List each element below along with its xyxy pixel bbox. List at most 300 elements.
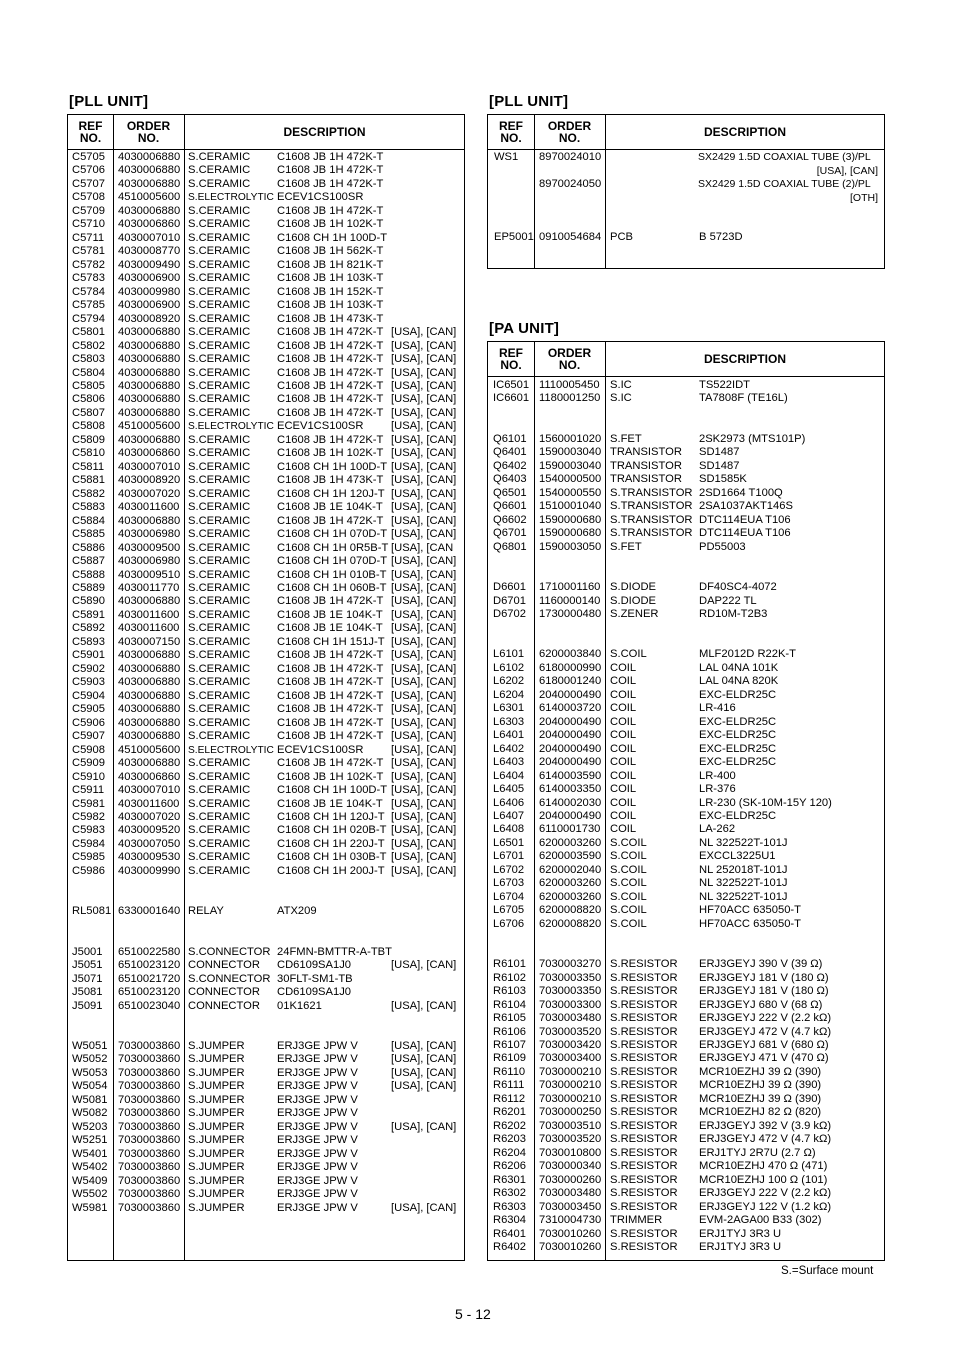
cell-type: S.CERAMIC	[188, 379, 251, 392]
cell-order: 1510001040	[539, 500, 602, 513]
cell-type: COIL	[610, 675, 637, 688]
header-description: DESCRIPTION	[703, 125, 786, 139]
cell-order: 7030003510	[539, 1119, 602, 1132]
cell-ref: C5811	[72, 460, 105, 473]
table-row	[488, 460, 884, 473]
cell-description: ECEV1CS100SR	[277, 191, 364, 204]
table-row	[68, 245, 464, 258]
cell-order: 4030006880	[118, 339, 181, 352]
table-row	[68, 232, 464, 245]
cell-order: 7030010260	[539, 1241, 602, 1253]
table-row	[488, 648, 884, 661]
cell-description: DAP222 TL	[699, 594, 757, 607]
cell-order: 4030007050	[118, 837, 181, 850]
cell-ref: C5906	[72, 716, 105, 729]
cell-type: COIL	[610, 810, 637, 822]
cell-region: [USA], [CAN]	[391, 339, 457, 352]
cell-order: 7030003860	[118, 1120, 181, 1133]
table-row	[68, 1094, 464, 1107]
cell-description: C1608 CH 1H 020B-T	[277, 824, 387, 837]
cell-region: [USA], [CAN]	[391, 568, 457, 581]
table-row	[68, 1188, 464, 1201]
cell-region: [USA], [CAN]	[391, 353, 457, 366]
table-row	[68, 164, 464, 177]
cell-ref: R6302	[493, 1187, 526, 1200]
cell-type: S.CONNECTOR	[188, 972, 271, 985]
cell-ref: C5710	[72, 218, 105, 231]
cell-order: 4030006880	[118, 204, 181, 217]
cell-type: S.JUMPER	[188, 1201, 245, 1214]
table-row	[488, 1066, 884, 1079]
cell-order: 4030006880	[118, 366, 181, 379]
table-row	[68, 461, 464, 474]
table-row	[488, 999, 884, 1012]
cell-order: 1180001250	[539, 392, 601, 405]
cell-description: LR-230 (SK-10M-15Y 120)	[699, 796, 832, 809]
table-row	[68, 703, 464, 716]
ws1-description-1: SX2429 1.5D COAXIAL TUBE (3)/PL [USA], [CAN]	[698, 151, 878, 177]
table-row	[68, 1175, 464, 1188]
cell-order: 6140002030	[539, 796, 602, 809]
cell-type: S.ELECTROLYTIC	[188, 421, 274, 433]
cell-ref: D6702	[493, 607, 526, 620]
cell-type: S.CERAMIC	[188, 312, 251, 325]
table-row	[488, 958, 884, 971]
cell-description: 2SD1664 T100Q	[699, 486, 783, 499]
table-row	[68, 609, 464, 622]
cell-type: COIL	[610, 756, 637, 769]
cell-ref: C5903	[72, 676, 105, 689]
cell-region: [USA], [CAN]	[391, 797, 457, 810]
cell-description: C1608 JB 1H 562K-T	[277, 245, 384, 258]
cell-type: S.CERAMIC	[188, 231, 251, 244]
cell-type: S.COIL	[610, 863, 647, 876]
pa-table-header	[488, 342, 884, 377]
cell-ref: R6111	[493, 1079, 525, 1092]
cell-region: [USA], [CAN]	[391, 635, 457, 648]
cell-order: 4030006880	[118, 177, 181, 190]
cell-description: EXC-ELDR25C	[699, 742, 777, 755]
cell-order: 6200008820	[539, 904, 602, 917]
table-row	[68, 622, 464, 635]
cell-ref: L6407	[493, 810, 525, 822]
cell-description: C1608 JB 1H 472K-T	[277, 676, 384, 689]
cell-order: 4030006880	[118, 757, 181, 770]
cell-ref: Q6801	[493, 540, 527, 553]
cell-description: C1608 CH 1H 120J-T	[277, 487, 385, 500]
cell-ref: C5901	[72, 649, 105, 662]
cell-ref: Q6403	[493, 473, 527, 486]
table-row	[488, 1187, 884, 1200]
cell-type: S.CERAMIC	[188, 555, 251, 568]
cell-description: ERJ3GEYJ 181 V (180 Ω)	[699, 971, 829, 984]
cell-type: S.RESISTOR	[610, 958, 678, 971]
cell-ref: C5794	[72, 312, 105, 325]
table-row	[488, 891, 884, 904]
cell-description: HF70ACC 635050-T	[699, 904, 801, 917]
table-row	[68, 407, 464, 420]
cell-description: C1608 JB 1H 472K-T	[277, 204, 384, 217]
table-row	[488, 595, 884, 608]
cell-ref: C5904	[72, 689, 105, 702]
cell-order: 7030003400	[539, 1052, 602, 1065]
header-order: ORDER NO.	[547, 119, 592, 145]
cell-description: ERJ3GE JPW V	[277, 1039, 358, 1052]
cell-ref: R6101	[493, 958, 526, 971]
cell-ref: C5887	[72, 555, 105, 568]
cell-description: ERJ3GE JPW V	[277, 1066, 358, 1079]
cell-region: [USA], [CAN]	[391, 608, 457, 621]
cell-description: C1608 JB 1H 472K-T	[277, 151, 384, 163]
cell-ref: C5981	[72, 797, 105, 810]
cell-type: S.CERAMIC	[188, 730, 251, 743]
table-row	[68, 286, 464, 299]
cell-region: [USA], [CAN]	[391, 716, 457, 729]
cell-order: 4030006880	[118, 406, 181, 419]
table-row	[68, 555, 464, 568]
cell-order: 6510022580	[118, 945, 181, 958]
cell-type: S.CERAMIC	[188, 716, 251, 729]
pa-parts-table	[487, 341, 885, 1261]
cell-type: S.RESISTOR	[610, 1241, 678, 1253]
cell-description: C1608 JB 1H 472K-T	[277, 595, 384, 608]
table-row	[68, 973, 464, 986]
cell-description: C1608 CH 1H 070D-T	[277, 555, 388, 568]
cell-type: S.JUMPER	[188, 1053, 245, 1066]
cell-region: [USA], [CAN]	[391, 784, 457, 797]
table-row	[68, 1080, 464, 1093]
cell-type: CONNECTOR	[188, 986, 260, 999]
cell-description: C1608 JB 1H 472K-T	[277, 662, 384, 675]
table-row	[68, 811, 464, 824]
cell-order: 4030008920	[118, 474, 181, 487]
table-row	[68, 824, 464, 837]
cell-description: C1608 JB 1H 103K-T	[277, 299, 384, 312]
table-row	[68, 178, 464, 191]
cell-ref: IC6601	[493, 392, 530, 405]
table-row	[68, 1148, 464, 1161]
cell-description: EXC-ELDR25C	[699, 810, 777, 822]
cell-order: 1710001160	[539, 581, 601, 594]
table-row	[68, 1013, 464, 1026]
cell-order: 7030003860	[118, 1161, 181, 1174]
table-row	[68, 1121, 464, 1134]
table-row	[488, 662, 884, 675]
cell-description: ERJ3GEYJ 472 V (4.7 kΩ)	[699, 1025, 832, 1038]
cell-order: 4030006980	[118, 555, 181, 568]
table-row	[488, 554, 884, 567]
cell-type: S.CERAMIC	[188, 339, 251, 352]
cell-ref: R6106	[493, 1025, 526, 1038]
table-row	[488, 837, 884, 850]
cell-order: 7030003350	[539, 985, 602, 998]
cell-order: 7030003860	[118, 1093, 181, 1106]
cell-region: [USA], [CAN]	[391, 959, 457, 972]
cell-ref: C5802	[72, 339, 105, 352]
table-row	[68, 932, 464, 945]
table-row	[68, 851, 464, 864]
table-row	[488, 1160, 884, 1173]
cell-type: S.JUMPER	[188, 1134, 245, 1147]
cell-ref: W5054	[72, 1080, 108, 1093]
cell-type: S.CERAMIC	[188, 770, 251, 783]
table-row	[488, 1228, 884, 1241]
table-row	[68, 663, 464, 676]
cell-type: COIL	[610, 769, 637, 782]
cell-type: S.RESISTOR	[610, 1025, 678, 1038]
cell-ref: C5881	[72, 474, 105, 487]
cell-order: 6180000990	[539, 661, 602, 674]
cell-description: C1608 JB 1H 472K-T	[277, 366, 384, 379]
cell-order: 1160000140	[539, 594, 601, 607]
cell-ref: R6203	[493, 1133, 526, 1146]
cell-description: SD1487	[699, 446, 740, 459]
cell-description: NL 322522T-101J	[699, 877, 788, 890]
table-row	[488, 945, 884, 958]
cell-order: 4030009520	[118, 824, 181, 837]
cell-type: S.ELECTROLYTIC	[188, 192, 274, 204]
cell-region: [USA], [CAN]	[391, 1201, 457, 1214]
table-row	[488, 1093, 884, 1106]
cell-ref: R6402	[493, 1241, 526, 1253]
header-description: DESCRIPTION	[283, 125, 366, 139]
cell-ref: C5907	[72, 730, 105, 743]
cell-ref: L6702	[493, 863, 525, 876]
cell-description: C1608 JB 1H 152K-T	[277, 285, 384, 298]
cell-description: ERJ3GEYJ 222 V (2.2 kΩ)	[699, 1012, 832, 1025]
cell-type: S.CERAMIC	[188, 864, 251, 877]
table-row	[68, 784, 464, 797]
cell-ref: Q6601	[493, 500, 527, 513]
cell-type: S.CERAMIC	[188, 676, 251, 689]
cell-description: ERJ3GE JPW V	[277, 1107, 358, 1120]
table-row	[68, 501, 464, 514]
cell-order: 4030007020	[118, 487, 181, 500]
left-section-title: [PLL UNIT]	[69, 93, 149, 110]
table-row	[68, 367, 464, 380]
cell-description: ERJ3GE JPW V	[277, 1134, 358, 1147]
cell-description: RD10M-T2B3	[699, 607, 768, 620]
cell-type: S.RESISTOR	[610, 985, 678, 998]
cell-ref: R6201	[493, 1106, 526, 1119]
cell-description: 24FMN-BMTTR-A-TBT	[277, 945, 392, 958]
cell-description: MCR10EZHJ 100 Ω (101)	[699, 1173, 828, 1186]
table-row	[488, 473, 884, 486]
cell-ref: C5803	[72, 353, 105, 366]
cell-order: 4030006880	[118, 326, 181, 339]
table-row	[68, 878, 464, 891]
cell-region: [USA], [CAN]	[391, 810, 457, 823]
cell-order: 4030006900	[118, 272, 181, 285]
cell-order: 1590000680	[539, 527, 602, 540]
page-number: 5 - 12	[455, 1306, 491, 1322]
cell-ref: L6701	[493, 850, 525, 863]
cell-order: 6140003350	[539, 783, 602, 796]
cell-type: S.CERAMIC	[188, 824, 251, 837]
cell-order: 6510023120	[118, 959, 181, 972]
cell-order: 7030003270	[539, 958, 602, 971]
cell-region: [USA], [CAN]	[391, 1053, 457, 1066]
cell-description: C1608 JB 1H 472K-T	[277, 379, 384, 392]
cell-region: [USA], [CAN]	[391, 864, 457, 877]
cell-ref: C5911	[72, 784, 105, 797]
cell-type: COIL	[610, 729, 637, 742]
cell-ref: J5001	[72, 945, 103, 958]
cell-order: 1590003040	[539, 459, 602, 472]
table-row	[488, 541, 884, 554]
ep-ref: EP5001	[494, 231, 534, 243]
cell-ref: C5888	[72, 568, 105, 581]
cell-ref: L6204	[493, 688, 525, 701]
cell-type: S.JUMPER	[188, 1066, 245, 1079]
table-row	[68, 1053, 464, 1066]
cell-type: COIL	[610, 783, 637, 796]
cell-ref: Q6402	[493, 459, 527, 472]
table-row	[488, 797, 884, 810]
cell-type: S.TRANSISTOR	[610, 500, 693, 513]
cell-description: LAL 04NA 820K	[699, 675, 779, 688]
cell-region: [USA], [CAN]	[391, 770, 457, 783]
cell-description: MCR10EZHJ 39 Ω (390)	[699, 1079, 822, 1092]
cell-ref: C5804	[72, 366, 105, 379]
cell-type: S.CERAMIC	[188, 299, 251, 312]
table-row	[488, 810, 884, 823]
cell-ref: C5782	[72, 258, 105, 271]
cell-description: ERJ3GEYJ 181 V (180 Ω)	[699, 985, 829, 998]
cell-type: S.JUMPER	[188, 1107, 245, 1120]
cell-description: C1608 CH 1H 100D-T	[277, 460, 388, 473]
table-row	[68, 892, 464, 905]
cell-ref: C5783	[72, 272, 105, 285]
cell-type: S.RESISTOR	[610, 1133, 678, 1146]
table-row	[68, 205, 464, 218]
cell-order: 4030006880	[118, 379, 181, 392]
cell-description: MCR10EZHJ 82 Ω (820)	[699, 1106, 822, 1119]
cell-order: 6200003260	[539, 836, 602, 849]
cell-description: C1608 JB 1H 472K-T	[277, 353, 384, 366]
cell-order: 2040000490	[539, 756, 602, 769]
cell-type: S.CERAMIC	[188, 353, 251, 366]
cell-type: S.RESISTOR	[610, 971, 678, 984]
cell-order: 4030009990	[118, 864, 181, 877]
cell-description: C1608 JB 1H 472K-T	[277, 514, 384, 527]
cell-region: [USA], [CAN]	[391, 1120, 457, 1133]
table-row	[488, 527, 884, 540]
cell-description: C1608 JB 1H 472K-T	[277, 177, 384, 190]
column-divider	[534, 115, 535, 268]
cell-description: LR-400	[699, 769, 736, 782]
cell-order: 2040000490	[539, 729, 602, 742]
cell-order: 4030006880	[118, 151, 181, 163]
cell-ref: L6408	[493, 823, 525, 836]
table-row	[68, 730, 464, 743]
table-row	[68, 676, 464, 689]
cell-description: ERJ3GE JPW V	[277, 1174, 358, 1187]
cell-ref: R6102	[493, 971, 526, 984]
table-row	[488, 568, 884, 581]
right-pll-section-title: [PLL UNIT]	[489, 93, 569, 110]
table-row	[68, 986, 464, 999]
cell-ref: D6701	[493, 594, 526, 607]
cell-ref: D6601	[493, 581, 526, 594]
cell-ref: C5709	[72, 204, 105, 217]
table-row	[68, 1026, 464, 1039]
cell-description: ECEV1CS100SR	[277, 420, 364, 433]
cell-order: 4510005600	[118, 420, 181, 433]
cell-ref: C5891	[72, 608, 105, 621]
cell-region: [USA], [CAN]	[391, 460, 457, 473]
cell-type: S.CERAMIC	[188, 514, 251, 527]
cell-description: SD1487	[699, 459, 740, 472]
cell-order: 4030006880	[118, 716, 181, 729]
cell-description: ERJ3GEYJ 122 V (1.2 kΩ)	[699, 1200, 832, 1213]
table-row	[488, 850, 884, 863]
cell-description: C1608 JB 1H 102K-T	[277, 770, 384, 783]
cell-order: 4030009500	[118, 541, 181, 554]
cell-description: C1608 JB 1E 104K-T	[277, 608, 383, 621]
cell-type: S.COIL	[610, 836, 647, 849]
table-row	[68, 542, 464, 555]
cell-ref: L6403	[493, 756, 525, 769]
cell-ref: C5889	[72, 582, 105, 594]
table-row	[68, 1000, 464, 1013]
cell-type: S.CERAMIC	[188, 851, 251, 864]
cell-description: TS522IDT	[699, 379, 750, 391]
cell-description: DF40SC4-4072	[699, 581, 777, 594]
cell-order: 4030007020	[118, 810, 181, 823]
table-row	[68, 218, 464, 231]
header-description: DESCRIPTION	[703, 352, 786, 366]
cell-ref: R6401	[493, 1227, 526, 1240]
cell-order: 4030011600	[118, 608, 180, 621]
cell-ref: Q6701	[493, 527, 527, 540]
cell-order: 7030003860	[118, 1201, 181, 1214]
table-row	[488, 419, 884, 432]
cell-ref: L6102	[493, 661, 525, 674]
cell-description: MCR10EZHJ 39 Ω (390)	[699, 1092, 822, 1105]
cell-type: S.CERAMIC	[188, 635, 251, 648]
table-row	[488, 823, 884, 836]
cell-order: 6510023040	[118, 999, 181, 1012]
cell-description: 2SK2973 (MTS101P)	[699, 432, 806, 445]
cell-order: 7030003450	[539, 1200, 602, 1213]
cell-description: C1608 JB 1H 472K-T	[277, 703, 384, 716]
cell-type: S.TRANSISTOR	[610, 527, 693, 540]
table-row	[488, 514, 884, 527]
cell-ref: L6704	[493, 890, 525, 903]
surface-mount-footnote: S.=Surface mount	[781, 1265, 874, 1277]
cell-type: S.RESISTOR	[610, 1187, 678, 1200]
table-row	[488, 1147, 884, 1160]
table-row	[68, 959, 464, 972]
table-row	[68, 757, 464, 770]
table-row	[68, 340, 464, 353]
cell-region: [USA], [CAN]	[391, 837, 457, 850]
cell-region: [USA], [CAN]	[391, 474, 457, 487]
cell-ref: RL5081	[72, 905, 112, 918]
cell-type: S.JUMPER	[188, 1147, 245, 1160]
cell-ref: Q6602	[493, 513, 527, 526]
cell-ref: L6303	[493, 715, 525, 728]
cell-type: S.CERAMIC	[188, 487, 251, 500]
cell-region: [USA], [CAN]	[391, 393, 457, 406]
table-row	[68, 380, 464, 393]
cell-order: 7030000250	[539, 1106, 602, 1119]
cell-order: 7030003350	[539, 971, 602, 984]
cell-ref: C5890	[72, 595, 105, 608]
cell-order: 1590000680	[539, 513, 602, 526]
cell-region: [USA], [CAN]	[391, 662, 457, 675]
